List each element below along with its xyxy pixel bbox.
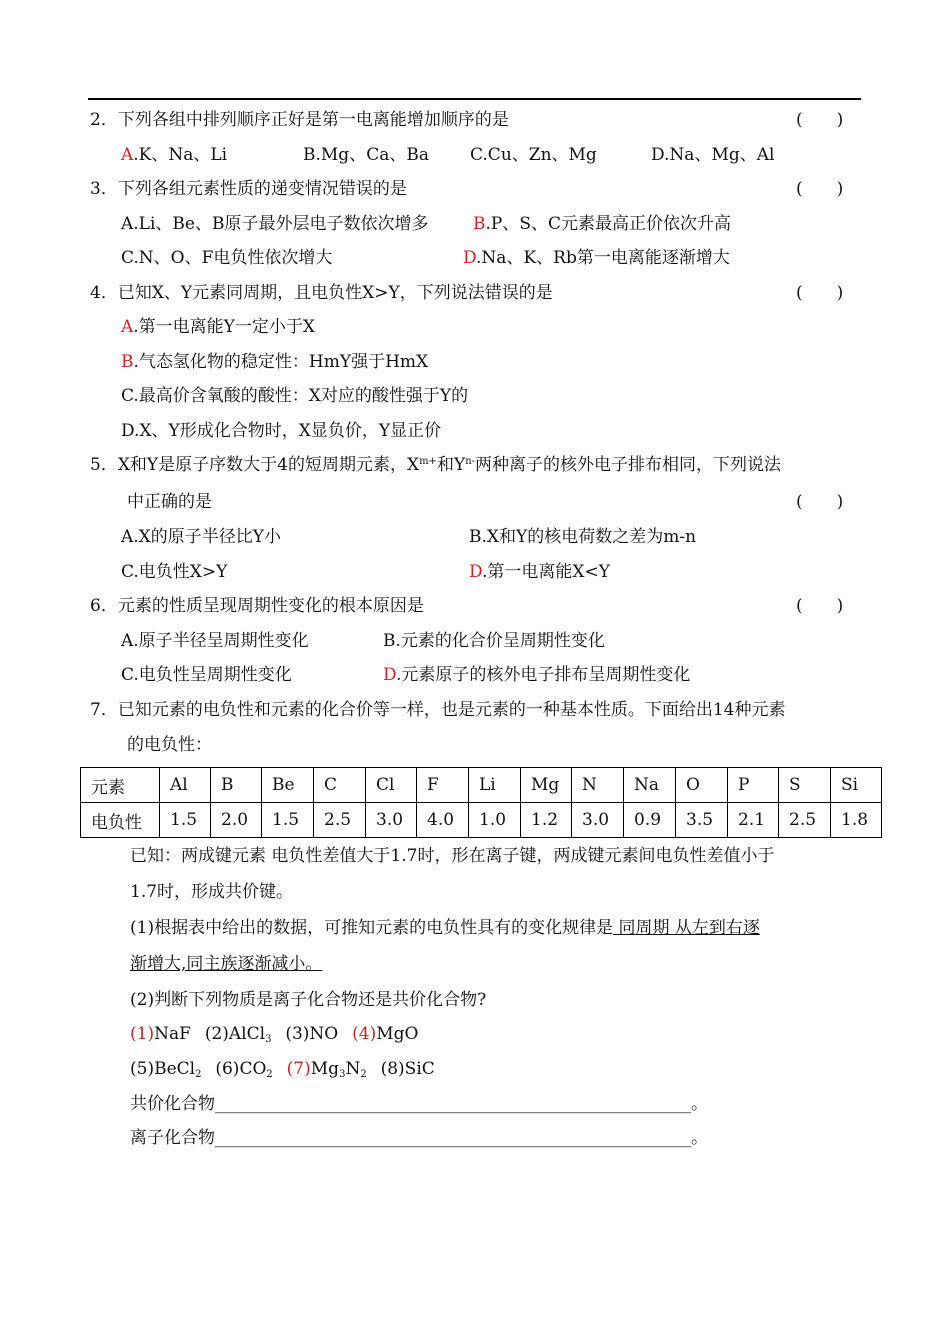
electronegativity-table [80,767,882,838]
q3-option-c: C.N、O、F电负性依次增大 [121,248,333,268]
compound-list-row2: (5)BeCl$_2$ $(6)CO_2$ $(7)Mg_3N_2$ (8)SiC [130,1059,435,1080]
table-row-values [81,803,882,838]
table-cell: 4.0 [417,803,469,838]
q4-option-d: D.X、Y形成化合物时，X显负价，Y显正价 [121,421,442,441]
table-cell: Si [831,768,882,803]
q7-stem: 7．已知元素的电负性和元素的化合价等一样，也是元素的一种基本性质。下面给出14种元素 [90,700,786,720]
q7-sub1-answer: 同周期 从左到右逐 [613,918,760,938]
table-cell: 3.0 [366,803,417,838]
ionic-answer-line: 离子化合物________________________________________________________。 [130,1128,708,1148]
q7-sub1: (1)根据表中给出的数据，可推知元素的电负性具有的变化规律是 同周期 从左到右逐 [130,918,760,938]
table-cell: Be [262,768,314,803]
q5-stem-continued: 中正确的是 [127,492,212,512]
q2-answer-paren: ( ) [796,110,844,130]
table-row-elements [81,768,882,803]
q7-sub1-answer-continued: 渐增大,同主族逐渐减小。 [130,954,323,974]
q6-stem: 6．元素的性质呈现周期性变化的根本原因是 [90,596,424,616]
q5-option-d: D.第一电离能X<Y [469,562,611,582]
q3-answer-paren: ( ) [796,179,844,199]
q7-sub2: (2)判断下列物质是离子化合物还是共价化合物? [130,990,487,1010]
table-cell: B [211,768,262,803]
q7-known-text: 已知：两成键元素 电负性差值大于1.7时，形在离子键，两成键元素间电负性差值小于 [130,846,775,866]
q4-option-c: C.最高价含氧酸的酸性：X对应的酸性强于Y的 [121,386,469,406]
table-cell: 1.0 [469,803,521,838]
table-cell: Na [624,768,676,803]
q6-option-a: A.原子半径呈周期性变化 [121,631,309,651]
table-cell: Cl [366,768,417,803]
table-cell: F [417,768,469,803]
table-cell: P [728,768,779,803]
q5-option-b: B.X和Y的核电荷数之差为m-n [469,527,697,547]
q2-option-d: D.Na、Mg、Al [651,145,775,165]
q6-answer-paren: ( ) [796,596,844,616]
table-cell: 2.5 [779,803,831,838]
q5-option-a: A.X的原子半径比Y小 [121,527,282,547]
table-cell: 3.5 [676,803,728,838]
covalent-answer-line: 共价化合物________________________________________________________。 [130,1094,708,1114]
q3-option-b: B.P、S、C元素最高正价依次升高 [473,214,731,234]
ionic-answer-blank[interactable]: ________________________________________________________ [215,1128,691,1148]
q2-option-b: B.Mg、Ca、Ba [303,145,429,165]
q3-option-d: D.Na、K、Rb第一电离能逐渐增大 [463,248,730,268]
table-cell: 1.5 [262,803,314,838]
table-cell: 0.9 [624,803,676,838]
table-cell: 2.5 [314,803,366,838]
q2-stem: 2．下列各组中排列顺序正好是第一电离能增加顺序的是 [90,110,509,130]
table-cell: Mg [521,768,572,803]
q3-stem: 3．下列各组元素性质的递变情况错误的是 [90,179,407,199]
covalent-answer-blank[interactable]: ________________________________________________________ [215,1094,691,1114]
table-cell: 1.2 [521,803,572,838]
table-cell: C [314,768,366,803]
q4-answer-paren: ( ) [796,283,844,303]
table-cell: 3.0 [572,803,624,838]
q5-option-c: C.电负性X>Y [121,562,228,582]
q7-stem-continued: 的电负性： [127,735,212,755]
q2-option-c: C.Cu、Zn、Mg [470,145,597,165]
compound-list-row1: (1)NaF (2)AlCl$_3$ (3)NO (4)MgO [130,1024,419,1045]
table-cell: 2.1 [728,803,779,838]
table-header-element: 元素 [81,768,160,803]
q4-option-b: B.气态氢化物的稳定性：HmY强于HmX [121,352,429,372]
table-cell: 1.8 [831,803,882,838]
table-cell: Li [469,768,521,803]
q2-option-a: A.K、Na、Li [121,145,228,165]
q6-option-d: D.元素原子的核外电子排布呈周期性变化 [383,665,691,685]
table-cell: N [572,768,624,803]
q4-option-a: A.第一电离能Y一定小于X [121,317,316,337]
table-cell: 1.5 [160,803,211,838]
header-rule [88,98,861,100]
q5-stem: 5．X和Y是原子序数大于4的短周期元素，$X^{m+}$和$Y^{n-}$两种离子的核外电子排布相同，下列说法 [90,455,782,475]
table-cell: Al [160,768,211,803]
q4-stem: 4．已知X、Y元素同周期，且电负性X>Y，下列说法错误的是 [90,283,553,303]
q7-known-text-continued: 1.7时，形成共价键。 [130,882,294,902]
table-cell: S [779,768,831,803]
q6-option-b: B.元素的化合价呈周期性变化 [383,631,605,651]
q3-option-a: A.Li、Be、B原子最外层电子数依次增多 [121,214,429,234]
q5-answer-paren: ( ) [796,492,844,512]
q6-option-c: C.电负性呈周期性变化 [121,665,292,685]
table-header-electronegativity: 电负性 [81,803,160,838]
table-cell: O [676,768,728,803]
table-cell: 2.0 [211,803,262,838]
